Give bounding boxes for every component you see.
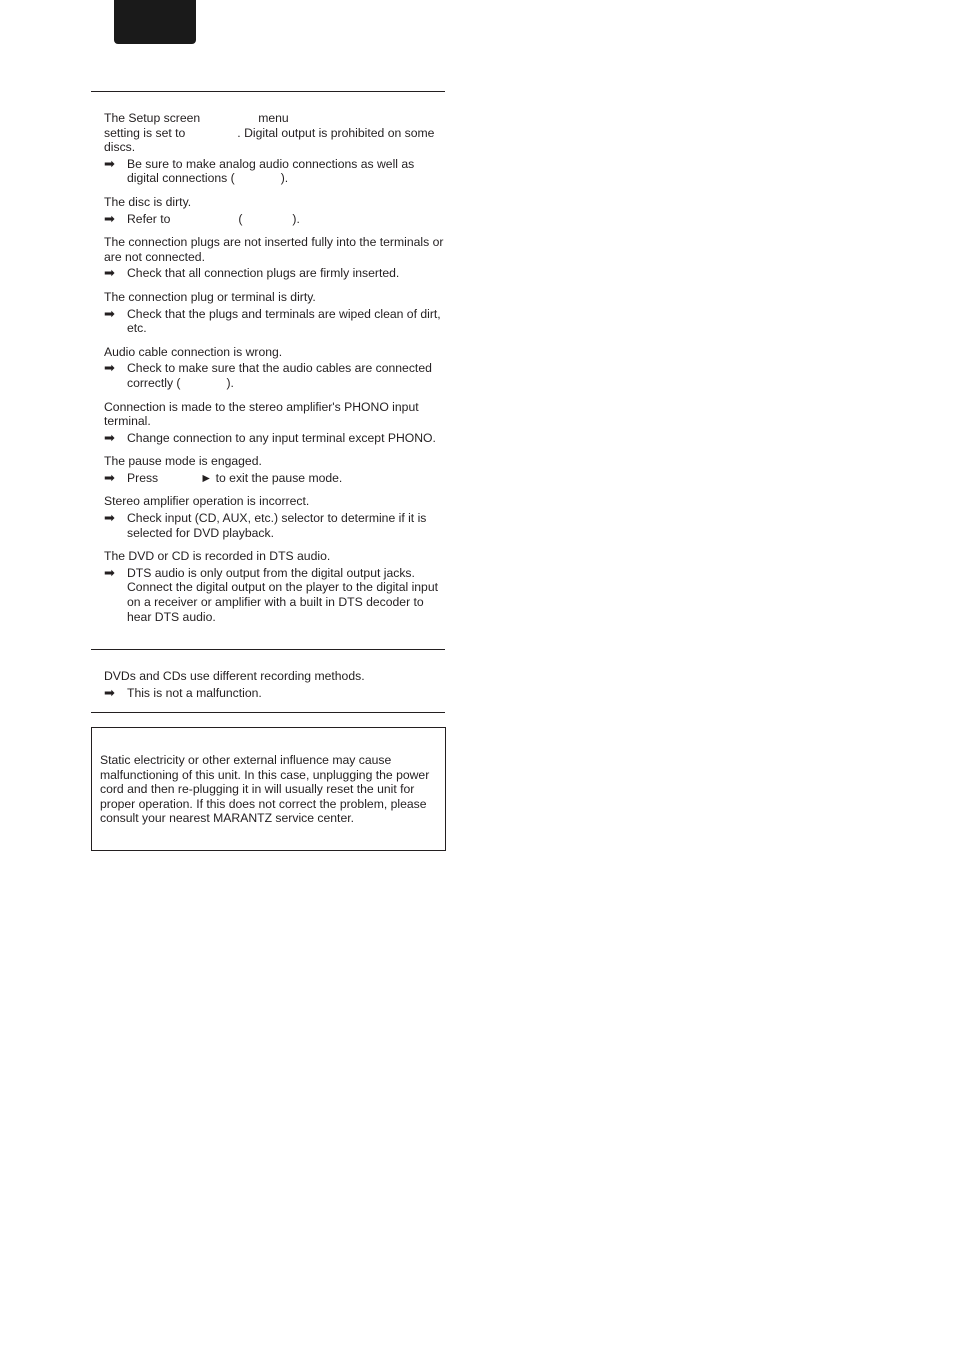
- remedy: ➡ Press ► to exit the pause mode.: [104, 469, 343, 485]
- entry-plugs-not-inserted: [104, 235, 446, 281]
- note-text: Static electricity or other external influence may cause malfunctioning of this unit. In this case, unplugging the power cord and then re-plugging it in will usually reset the unit for proper operation. If this does not correct the problem, please consult your nearest MARANTZ service center.: [100, 753, 430, 826]
- remedy: ➡ Check that all connection plugs are firmly inserted.: [104, 265, 400, 281]
- arrow-right-icon: ➡: [104, 265, 115, 281]
- cause-text: The connection plugs are not inserted fully into the terminals or are not connected.: [104, 235, 444, 264]
- troubleshooting-list: [104, 111, 446, 633]
- cause-text: The disc is dirty.: [104, 194, 192, 209]
- remedy: ➡ Check input (CD, AUX, etc.) selector to determine if it is selected for DVD playback.: [104, 510, 427, 540]
- remedy: ➡ Be sure to make analog audio connections as well as digital connections ( ).: [104, 155, 415, 186]
- arrow-right-icon: ➡: [104, 210, 115, 226]
- cause-text: Connection is made to the stereo amplifier's PHONO input terminal.: [104, 399, 419, 429]
- cause-text: DVDs and CDs use different recording methods.: [104, 669, 365, 683]
- entry-audio-cable: [104, 345, 446, 391]
- cause-text: The pause mode is engaged.: [104, 454, 262, 469]
- arrow-right-icon: ➡: [104, 469, 115, 485]
- section-tab: [114, 0, 196, 44]
- arrow-right-icon: ➡: [104, 305, 115, 321]
- remedy: ➡ Refer to ( ).: [104, 210, 300, 226]
- entry-dirty-disc: [104, 195, 446, 226]
- remedy: ➡ Change connection to any input terminal except PHONO.: [104, 429, 436, 445]
- middle-divider: [91, 649, 445, 650]
- cause-text: The connection plug or terminal is dirty.: [104, 289, 316, 304]
- top-divider: [91, 91, 445, 92]
- cause-text: Audio cable connection is wrong.: [104, 344, 283, 359]
- remedy: ➡ This is not a malfunction.: [104, 684, 262, 700]
- cause-text: The DVD or CD is recorded in DTS audio.: [104, 549, 331, 564]
- remedy: ➡ Check to make sure that the audio cables are connected correctly ( ).: [104, 360, 432, 390]
- arrow-right-icon: ➡: [104, 360, 115, 376]
- troubleshooting-list-2: [104, 669, 446, 709]
- entry-pause-mode: [104, 454, 446, 485]
- entry-dts-audio: [104, 549, 446, 624]
- bottom-divider: [91, 712, 445, 713]
- static-electricity-note: [91, 727, 446, 851]
- entry-dirty-plug: [104, 290, 446, 336]
- arrow-right-icon: ➡: [104, 429, 115, 445]
- remedy: ➡ Check that the plugs and terminals are wiped clean of dirt, etc.: [104, 305, 441, 336]
- arrow-right-icon: ➡: [104, 155, 115, 171]
- arrow-right-icon: ➡: [104, 510, 115, 526]
- entry-digital-output: [104, 111, 446, 186]
- entry-amplifier-operation: [104, 494, 446, 540]
- entry-recording-methods: [104, 669, 446, 700]
- arrow-right-icon: ➡: [104, 564, 115, 580]
- remedy: ➡ DTS audio is only output from the digital output jacks. Connect the digital output on the player to the digital input on a receiver or amplifier with a built in DTS decoder to hear DTS audio.: [104, 564, 438, 624]
- arrow-right-icon: ➡: [104, 684, 115, 700]
- play-icon: ►: [200, 470, 213, 485]
- cause-text: Stereo amplifier operation is incorrect.: [104, 494, 310, 509]
- entry-phono-input: [104, 400, 446, 446]
- cause-text: The Setup screen menu setting is set to . Digital output is prohibited on some discs.: [104, 111, 435, 155]
